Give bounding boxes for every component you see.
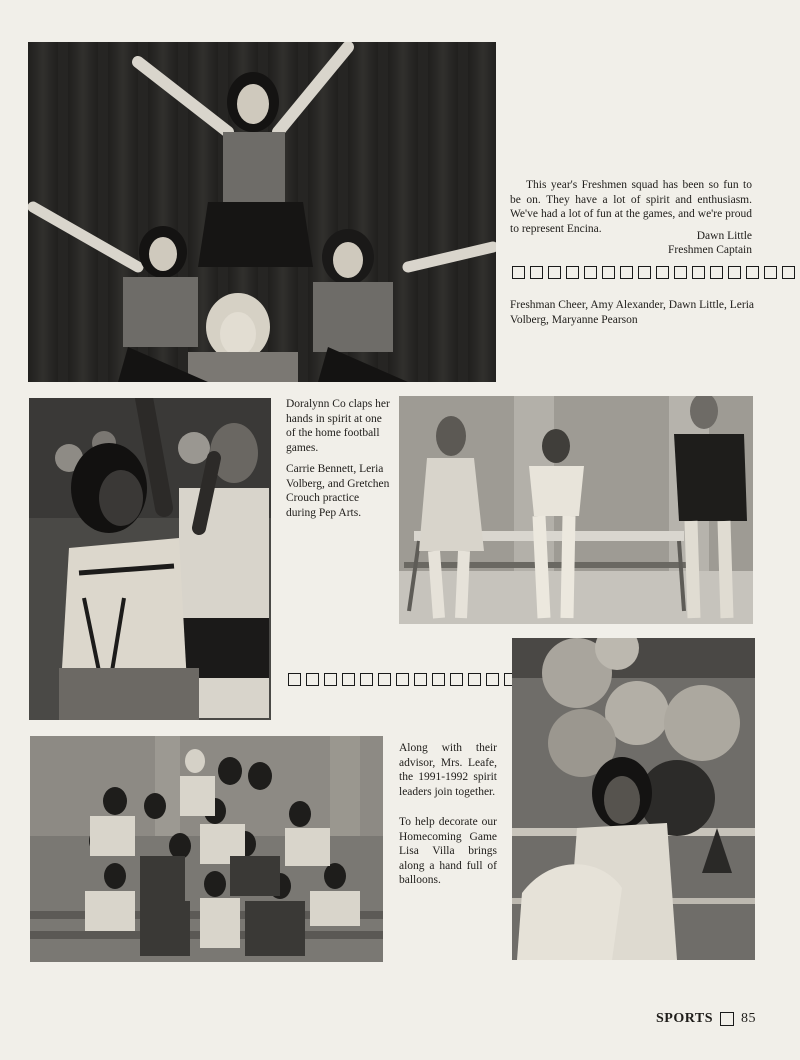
square-icon (720, 1012, 734, 1026)
square-icon (378, 673, 391, 686)
photo-doralynn-clapping (29, 398, 271, 720)
square-icon (566, 266, 579, 279)
square-icon (288, 673, 301, 686)
footer-section-label: SPORTS (656, 1011, 713, 1026)
square-icon (692, 266, 705, 279)
photo-pep-arts-practice (399, 396, 753, 624)
square-icon (486, 673, 499, 686)
square-icon (530, 266, 543, 279)
square-icon (548, 266, 561, 279)
decorative-box-row (512, 266, 795, 279)
photo-spirit-leaders-group (30, 736, 383, 962)
photo-homecoming-balloons (512, 638, 755, 960)
square-icon (306, 673, 319, 686)
quote-author: Dawn Little (696, 230, 752, 242)
square-icon (396, 673, 409, 686)
square-icon (674, 266, 687, 279)
square-icon (414, 673, 427, 686)
square-icon (602, 266, 615, 279)
homecoming-caption: To help decorate our Homecoming Game Lisa Villa brings along a hand full of balloons. (399, 816, 497, 886)
square-icon (728, 266, 741, 279)
photo-freshmen-pyramid (28, 42, 496, 382)
square-icon (710, 266, 723, 279)
square-icon (360, 673, 373, 686)
doralynn-caption: Doralynn Co claps her hands in spirit at one of the home football games. (286, 398, 390, 454)
square-icon (512, 266, 525, 279)
square-icon (764, 266, 777, 279)
advisor-caption: Along with their advisor, Mrs. Leafe, the 1991-1992 spirit leaders join together. (399, 742, 497, 798)
page-footer (656, 1011, 756, 1027)
square-icon (782, 266, 795, 279)
freshmen-quote-text: This year's Freshmen squad has been so fun to be on. They have a lot of spirit and enthusiasm. We've had a lot of fun at the games, and we're proud to represent Encina. (510, 179, 752, 235)
square-icon (620, 266, 633, 279)
square-icon (432, 673, 445, 686)
square-icon (638, 266, 651, 279)
quote-author-role: Freshmen Captain (668, 244, 752, 256)
square-icon (450, 673, 463, 686)
freshmen-cheer-caption: Freshman Cheer, Amy Alexander, Dawn Little, Leria Volberg, Maryanne Pearson (510, 299, 755, 326)
page-number: 85 (741, 1011, 756, 1026)
square-icon (656, 266, 669, 279)
square-icon (342, 673, 355, 686)
decorative-box-row (288, 673, 517, 686)
square-icon (746, 266, 759, 279)
square-icon (584, 266, 597, 279)
square-icon (468, 673, 481, 686)
square-icon (324, 673, 337, 686)
pep-arts-caption: Carrie Bennett, Leria Volberg, and Gretchen Crouch practice during Pep Arts. (286, 463, 390, 519)
